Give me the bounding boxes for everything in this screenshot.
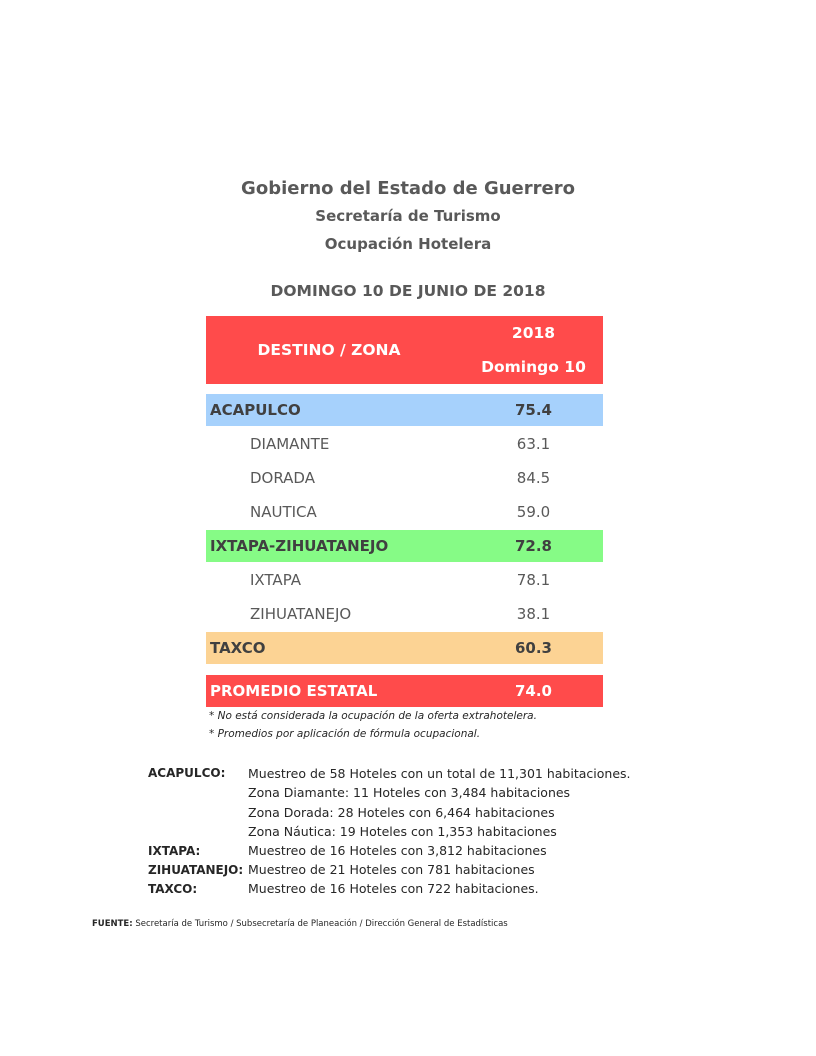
table-row [206, 462, 603, 494]
sample-label: TAXCO: [148, 882, 198, 896]
occupancy-value: 78.1 [516, 571, 551, 589]
column-day: Domingo 10 [481, 358, 586, 376]
occupancy-value: 72.8 [514, 537, 552, 555]
government-title: Gobierno del Estado de Guerrero [241, 178, 575, 199]
zone-name: NAUTICA [250, 503, 317, 521]
column-year: 2018 [511, 324, 556, 342]
source-line [92, 919, 508, 929]
occupancy-value: 63.1 [516, 435, 551, 453]
secretariat-title: Secretaría de Turismo [315, 207, 501, 225]
source-label: FUENTE: [92, 919, 133, 929]
sample-text: Muestreo de 21 Hoteles con 781 habitaciones [248, 862, 535, 877]
column-destino: DESTINO / ZONA [257, 341, 401, 359]
report-title: Ocupación Hotelera [324, 235, 492, 253]
occupancy-value: 60.3 [514, 639, 552, 657]
sample-text: Zona Náutica: 19 Hoteles con 1,353 habitaciones [248, 824, 557, 839]
table-row [206, 428, 603, 460]
sample-label: IXTAPA: [148, 844, 201, 858]
sample-text: Muestreo de 16 Hoteles con 3,812 habitaciones [248, 843, 547, 858]
sample-text: Muestreo de 16 Hoteles con 722 habitaciones. [248, 881, 539, 896]
total-label: PROMEDIO ESTATAL [210, 682, 378, 700]
destination-name: TAXCO [210, 639, 266, 657]
table-row [206, 394, 603, 426]
zone-name: ZIHUATANEJO [250, 605, 352, 623]
sample-label: ACAPULCO: [148, 766, 226, 780]
sample-text: Zona Diamante: 11 Hoteles con 3,484 habitaciones [248, 785, 571, 800]
source-text: Secretaría de Turismo / Subsecretaría de Planeación / Dirección General de Estadísticas [132, 919, 508, 929]
occupancy-value: 84.5 [516, 469, 551, 487]
table-row [206, 530, 603, 562]
table-row [206, 632, 603, 664]
zone-name: IXTAPA [250, 571, 302, 589]
sample-text: Zona Dorada: 28 Hoteles con 6,464 habitaciones [248, 805, 555, 820]
note-extrahotelera: * No está considerada la ocupación de la oferta extrahotelera. [209, 710, 537, 722]
zone-name: DORADA [250, 469, 315, 487]
occupancy-value: 38.1 [516, 605, 551, 623]
occupancy-value: 75.4 [514, 401, 552, 419]
table-row [206, 564, 603, 596]
occupancy-value: 59.0 [516, 503, 551, 521]
table-row [206, 598, 603, 630]
table-header [206, 316, 603, 384]
table-row-total [206, 675, 603, 707]
zone-name: DIAMANTE [250, 435, 330, 453]
sample-text: Muestreo de 58 Hoteles con un total de 11,301 habitaciones. [248, 766, 631, 781]
total-value: 74.0 [514, 682, 552, 700]
report-date: DOMINGO 10 DE JUNIO DE 2018 [270, 282, 546, 300]
sample-label: ZIHUATANEJO: [148, 863, 244, 877]
destination-name: ACAPULCO [210, 401, 301, 419]
destination-name: IXTAPA-ZIHUATANEJO [210, 537, 389, 555]
note-formula: * Promedios por aplicación de fórmula ocupacional. [209, 728, 481, 740]
table-row [206, 496, 603, 528]
